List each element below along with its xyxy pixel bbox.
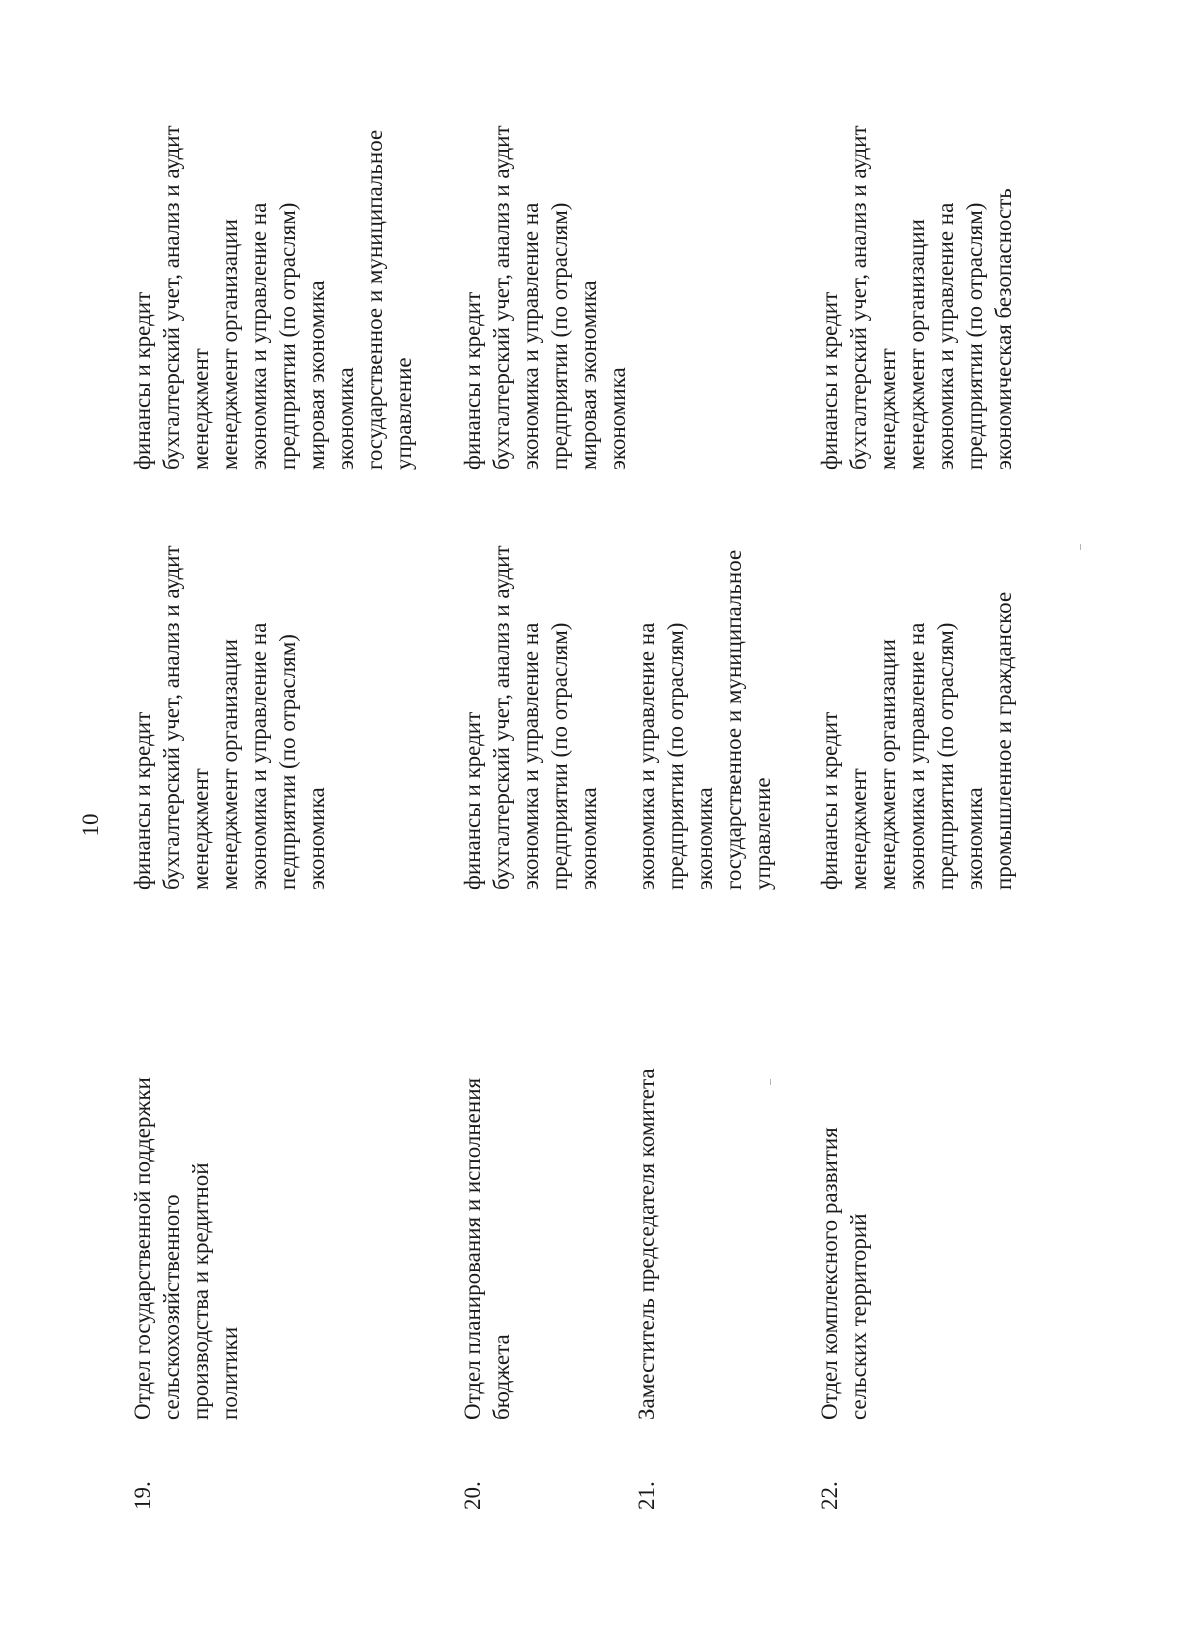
row-number: 20. [460,1481,485,1510]
cell-line: менеджмент организации [217,219,242,470]
cell-line: бухгалтерский учет, анализ и аудит [489,125,514,470]
cell-line: предприятии (по отраслям) [962,202,987,470]
cell-line: Заместитель председателя комитета [634,1068,659,1420]
cell-line: государственное и муниципальное [721,549,746,890]
department-name [128,900,244,1420]
cell-line: мировая экономика [304,280,329,470]
cell-line: экономика и управление на [904,622,929,890]
cell-line: производства и кредитной [188,1162,213,1420]
cell-line: экономика [304,787,329,890]
cell-line: экономика [333,367,358,470]
cell-line: бухгалтерский учет, анализ и аудит [846,125,871,470]
specialties-column-1 [128,470,331,890]
cell-line: финансы и кредит [460,291,485,470]
scan-speck [770,1079,771,1085]
cell-line: менеджмент организации [875,639,900,890]
row-number: 22. [817,1481,842,1510]
cell-line: финансы и кредит [130,711,155,890]
cell-line: Отдел государственной поддержки [130,1077,155,1420]
specialties-column-1 [815,470,1018,890]
cell-line: Отдел планирования и исполнения [460,1077,485,1420]
cell-line: менеджмент [188,768,213,890]
cell-line: менеджмент [188,348,213,470]
cell-line: управление [391,357,416,470]
cell-line: финансы и кредит [460,711,485,890]
cell-line: предприятии (по отраслям) [933,622,958,890]
department-name [458,900,516,1420]
cell-line: предприятии (по отраслям) [547,622,572,890]
cell-line: предприятии (по отраслям) [547,202,572,470]
cell-line: экономика [962,787,987,890]
cell-line: экономика и управление на [933,202,958,470]
specialties-column-2 [458,30,632,470]
cell-line: промышленное и гражданское [991,591,1016,890]
cell-line: менеджмент [846,768,871,890]
cell-line: экономическая безопасность [991,188,1016,470]
specialties-column-1 [632,470,777,890]
row-number: 19. [130,1481,155,1510]
cell-line: экономика [576,787,601,890]
specialties-column-2 [128,30,418,470]
cell-line: финансы и кредит [817,711,842,890]
cell-line: политики [217,1326,242,1420]
cell-line: государственное и муниципальное [362,129,387,470]
cell-line: бухгалтерский учет, анализ и аудит [489,545,514,890]
department-name [632,900,661,1420]
specialties-column-2 [815,30,1018,470]
cell-line: предприятии (по отраслям) [275,202,300,470]
cell-line: экономика [605,367,630,470]
cell-line: экономика и управление на [634,622,659,890]
cell-line: сельских территорий [846,1213,871,1420]
cell-line: менеджмент организации [904,219,929,470]
cell-line: экономика и управление на [518,202,543,470]
cell-line: бюджета [489,1334,514,1420]
cell-line: мировая экономика [576,280,601,470]
cell-line: сельскохозяйственного [159,1194,184,1420]
cell-line: педприятии (по отраслям) [275,634,300,890]
cell-line: экономика и управление на [518,622,543,890]
cell-line: менеджмент [875,348,900,470]
cell-line: финансы и кредит [817,291,842,470]
cell-line: Отдел комплексного развития [817,1127,842,1420]
cell-line: предприятии (по отраслям) [663,622,688,890]
specialties-column-1 [458,470,603,890]
cell-line: финансы и кредит [130,291,155,470]
cell-line: экономика и управление на [246,622,271,890]
cell-line: экономика и управление на [246,202,271,470]
row-number: 21. [634,1481,659,1510]
cell-line: управление [750,777,775,890]
cell-line: бухгалтерский учет, анализ и аудит [159,125,184,470]
cell-line: бухгалтерский учет, анализ и аудит [159,545,184,890]
scan-speck [1080,544,1081,550]
page-number: 10 [78,813,103,837]
department-name [815,900,873,1420]
cell-line: экономика [692,787,717,890]
cell-line: менеджмент организации [217,639,242,890]
